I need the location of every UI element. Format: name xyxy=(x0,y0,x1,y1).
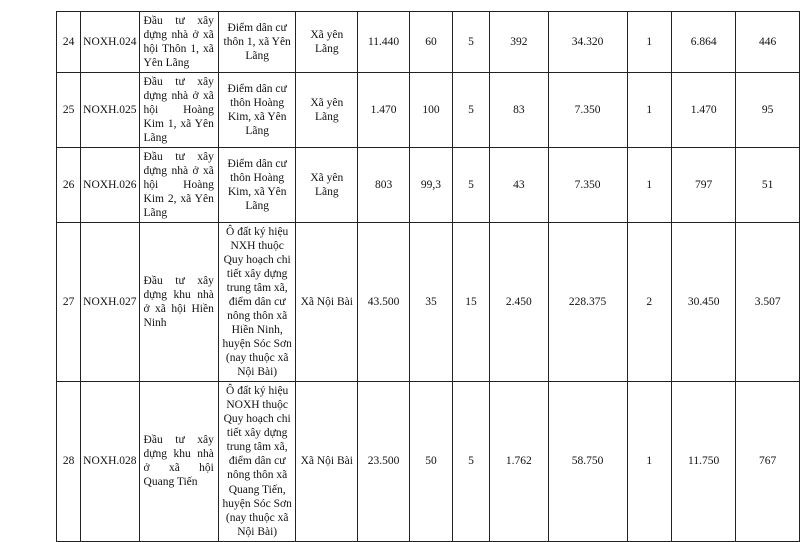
housing-projects-table xyxy=(56,11,800,542)
table-row xyxy=(57,148,800,223)
value-cell: 30.450 xyxy=(671,223,735,382)
value-cell: 2 xyxy=(627,223,671,382)
table-row xyxy=(57,382,800,541)
value-cell: 35 xyxy=(410,223,453,382)
project-location: Điểm dân cư thôn 1, xã Yên Lãng xyxy=(218,12,296,73)
commune: Xã yên Lãng xyxy=(296,12,358,73)
value-cell: 5 xyxy=(452,148,489,223)
project-location: Điểm dân cư thôn Hoàng Kim, xã Yên Lãng xyxy=(218,73,296,148)
value-cell: 11.750 xyxy=(671,382,735,541)
value-cell: 1 xyxy=(627,12,671,73)
project-name: Đầu tư xây dựng khu nhà ở xã hội Hiền Ninh xyxy=(139,223,218,382)
project-code: NOXH.025 xyxy=(81,73,139,148)
project-location: Ô đất ký hiệu NOXH thuộc Quy hoạch chi tiết xây dựng trung tâm xã, điểm dân cư nông thôn xã Quang Tiến, huyện Sóc Sơn (nay thuộc xã Nội Bài) xyxy=(218,382,296,541)
value-cell: 15 xyxy=(452,223,489,382)
value-cell: 99,3 xyxy=(410,148,453,223)
value-cell: 100 xyxy=(410,73,453,148)
project-code: NOXH.026 xyxy=(81,148,139,223)
value-cell: 797 xyxy=(671,148,735,223)
value-cell: 43 xyxy=(490,148,548,223)
value-cell: 1.470 xyxy=(358,73,410,148)
value-cell: 1.470 xyxy=(671,73,735,148)
value-cell: 392 xyxy=(490,12,548,73)
project-name: Đầu tư xây dựng nhà ở xã hội Thôn 1, xã Yên Lãng xyxy=(139,12,218,73)
commune: Xã Nội Bài xyxy=(296,223,358,382)
row-number: 27 xyxy=(57,223,81,382)
value-cell: 1 xyxy=(627,382,671,541)
value-cell: 803 xyxy=(358,148,410,223)
value-cell: 446 xyxy=(736,12,800,73)
row-number: 25 xyxy=(57,73,81,148)
value-cell: 11.440 xyxy=(358,12,410,73)
value-cell: 51 xyxy=(736,148,800,223)
table-row xyxy=(57,12,800,73)
row-number: 24 xyxy=(57,12,81,73)
value-cell: 60 xyxy=(410,12,453,73)
value-cell: 43.500 xyxy=(358,223,410,382)
value-cell: 58.750 xyxy=(548,382,627,541)
project-name: Đầu tư xây dựng nhà ở xã hội Hoàng Kim 2, xã Yên Lãng xyxy=(139,148,218,223)
value-cell: 767 xyxy=(736,382,800,541)
value-cell: 5 xyxy=(452,382,489,541)
value-cell: 228.375 xyxy=(548,223,627,382)
value-cell: 1 xyxy=(627,148,671,223)
commune: Xã yên Lãng xyxy=(296,73,358,148)
value-cell: 34.320 xyxy=(548,12,627,73)
value-cell: 83 xyxy=(490,73,548,148)
value-cell: 23.500 xyxy=(358,382,410,541)
value-cell: 2.450 xyxy=(490,223,548,382)
project-code: NOXH.027 xyxy=(81,223,139,382)
value-cell: 6.864 xyxy=(671,12,735,73)
value-cell: 7.350 xyxy=(548,148,627,223)
value-cell: 50 xyxy=(410,382,453,541)
value-cell: 5 xyxy=(452,12,489,73)
project-name: Đầu tư xây dựng nhà ở xã hội Hoàng Kim 1, xã Yên Lãng xyxy=(139,73,218,148)
commune: Xã yên Lãng xyxy=(296,148,358,223)
value-cell: 3.507 xyxy=(736,223,800,382)
project-location: Ô đất ký hiệu NXH thuộc Quy hoạch chi tiết xây dựng trung tâm xã, điểm dân cư nông thôn xã Hiền Ninh, huyện Sóc Sơn (nay thuộc xã Nội Bài) xyxy=(218,223,296,382)
value-cell: 5 xyxy=(452,73,489,148)
value-cell: 95 xyxy=(736,73,800,148)
project-name: Đầu tư xây dựng khu nhà ở xã hội Quang Tiến xyxy=(139,382,218,541)
commune: Xã Nội Bài xyxy=(296,382,358,541)
row-number: 26 xyxy=(57,148,81,223)
table-row xyxy=(57,73,800,148)
project-code: NOXH.028 xyxy=(81,382,139,541)
project-location: Điểm dân cư thôn Hoàng Kim, xã Yên Lãng xyxy=(218,148,296,223)
value-cell: 1.762 xyxy=(490,382,548,541)
value-cell: 7.350 xyxy=(548,73,627,148)
table-row xyxy=(57,223,800,382)
project-code: NOXH.024 xyxy=(81,12,139,73)
row-number: 28 xyxy=(57,382,81,541)
value-cell: 1 xyxy=(627,73,671,148)
